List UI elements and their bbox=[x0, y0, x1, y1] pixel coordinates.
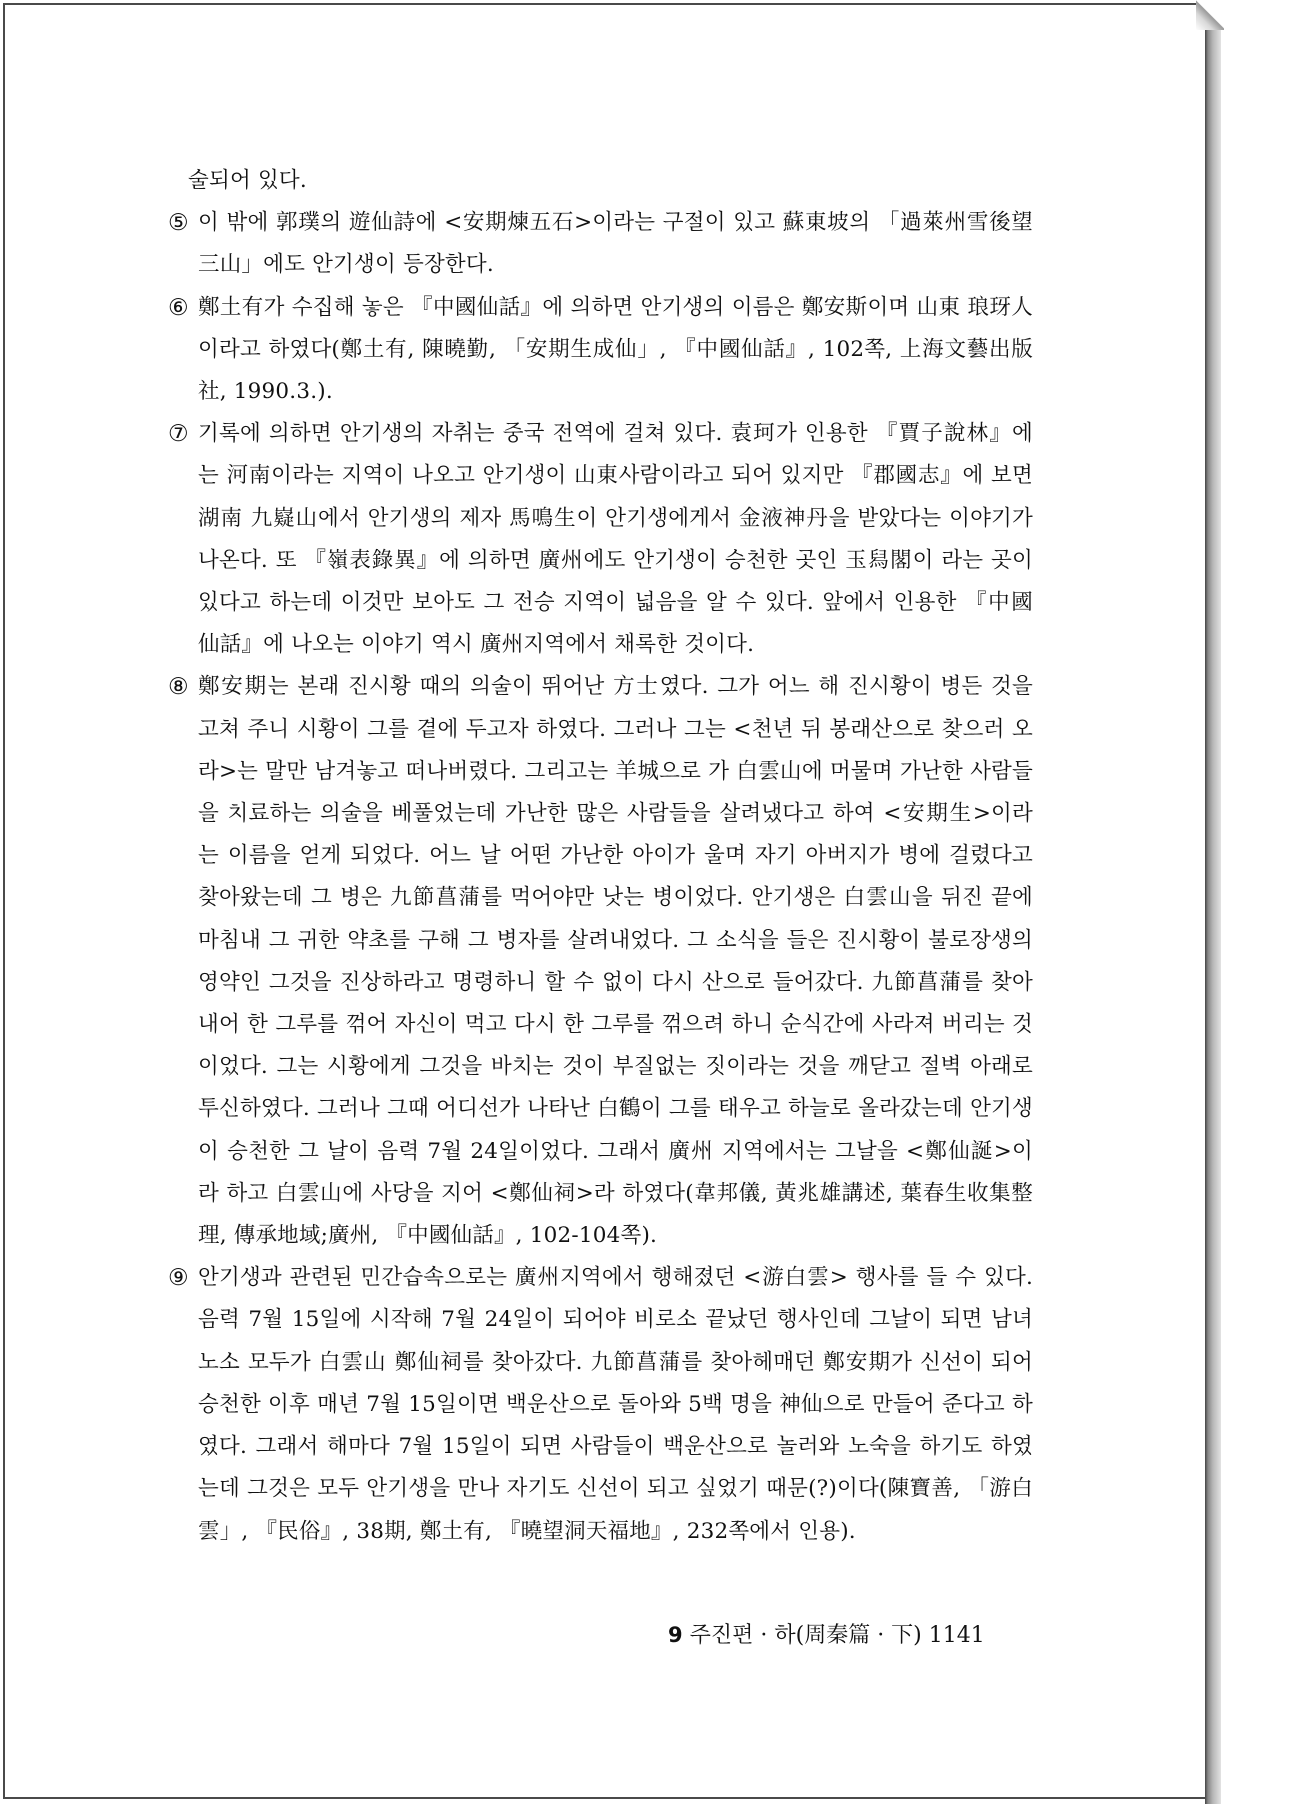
footnotes-block bbox=[168, 160, 1033, 1553]
note-5 bbox=[168, 202, 1033, 286]
note-marker: ⑤ bbox=[168, 210, 189, 237]
note-8 bbox=[168, 666, 1033, 1257]
chapter-number: 9 bbox=[668, 1623, 683, 1647]
page-number: 1141 bbox=[928, 1623, 985, 1648]
continuation-text: 술되어 있다. bbox=[188, 168, 307, 193]
note-marker: ⑥ bbox=[168, 294, 189, 321]
note-text: 기록에 의하면 안기생의 자취는 중국 전역에 걸쳐 있다. 袁珂가 인용한 『賈子說林』에는 河南이라는 지역이 나오고 안기생이 山東사람이라고 되어 있지만 『郡國志』에 보면 湖南 九嶷山에서 안기생의 제자 馬鳴生이 안기생에게서 金液神丹을 받았다는 이야기가 나온다. 또 『嶺表錄異』에 의하면 廣州에도 안기생이 승천한 곳인 玉舄閣이 라는 곳이 있다고 하는데 이것만 보아도 그 전승 지역이 넓음을 알 수 있다. 앞에서 인용한 『中國仙話』에 나오는 이야기 역시 廣州지역에서 채록한 것이다. bbox=[198, 421, 1033, 658]
chapter-title: 주진편 · 하(周秦篇 · 下) bbox=[689, 1623, 922, 1648]
note-6 bbox=[168, 287, 1033, 414]
page-shadow bbox=[1205, 8, 1221, 1804]
page-footer bbox=[668, 1618, 1008, 1649]
note-marker: ⑦ bbox=[168, 421, 189, 448]
note-text: 鄭土有가 수집해 놓은 『中國仙話』에 의하면 안기생의 이름은 鄭安斯이며 山東 琅玡人이라고 하였다(鄭土有, 陳曉勤, 「安期生成仙」, 『中國仙話』, 102쪽, 上海文藝出版社, 1990.3.). bbox=[198, 294, 1033, 405]
page-corner-curl bbox=[1196, 0, 1224, 30]
note-text: 안기생과 관련된 민간습속으로는 廣州지역에서 행해졌던 <游白雲> 행사를 들 수 있다. 음력 7월 15일에 시작해 7월 24일이 되어야 비로소 끝났던 행사인데 그날이 되면 남녀노소 모두가 白雲山 鄭仙祠를 찾아갔다. 九節菖蒲를 찾아헤매던 鄭安期가 신선이 되어 승천한 이후 매년 7월 15일이면 백운산으로 돌아와 5백 명을 神仙으로 만들어 준다고 하였다. 그래서 해마다 7월 15일이 되면 사람들이 백운산으로 놀러와 노숙을 하기도 하였는데 그것은 모두 안기생을 만나 자기도 신선이 되고 싶었기 때문(?)이다(陳寶善, 「游白雲」, 『民俗』, 38期, 鄭土有, 『曉望洞天福地』, 232쪽에서 인용). bbox=[198, 1265, 1033, 1544]
note-7 bbox=[168, 413, 1033, 666]
note-text: 鄭安期는 본래 진시황 때의 의술이 뛰어난 方士였다. 그가 어느 해 진시황이 병든 것을 고쳐 주니 시황이 그를 곁에 두고자 하였다. 그러나 그는 <천년 뒤 봉래산으로 찾으러 오라>는 말만 남겨놓고 떠나버렸다. 그리고는 羊城으로 가 白雲山에 머물며 가난한 사람들을 치료하는 의술을 베풀었는데 가난한 많은 사람들을 살려냈다고 하여 <安期生>이라는 이름을 얻게 되었다. 어느 날 어떤 가난한 아이가 울며 자기 아버지가 병에 걸렸다고 찾아왔는데 그 병은 九節菖蒲를 먹어야만 낫는 병이었다. 안기생은 白雲山을 뒤진 끝에 마침내 그 귀한 약초를 구해 그 병자를 살려내었다. 그 소식을 들은 진시황이 불로장생의 영약인 그것을 진상하라고 명령하니 할 수 없이 다시 산으로 들어갔다. 九節菖蒲를 찾아내어 한 그루를 꺾어 자신이 먹고 다시 한 그루를 꺾으려 하니 순식간에 사라져 버리는 것이었다. 그는 시황에게 그것을 바치는 것이 부질없는 짓이라는 것을 깨닫고 절벽 아래로 투신하였다. 그러나 그때 어디선가 나타난 白鶴이 그를 태우고 하늘로 올라갔는데 안기생이 승천한 그 날이 음력 7월 24일이었다. 그래서 廣州 지역에서는 그날을 <鄭仙誕>이라 하고 白雲山에 사당을 지어 <鄭仙祠>라 하였다(韋邦儀, 黃兆雄講述, 葉春生收集整理, 傳承地域;廣州, 『中國仙話』, 102-104쪽). bbox=[198, 674, 1033, 1249]
note-9 bbox=[168, 1257, 1033, 1552]
note-marker: ⑨ bbox=[168, 1265, 189, 1292]
note-marker: ⑧ bbox=[168, 674, 189, 701]
note-text: 이 밖에 郭璞의 遊仙詩에 <安期煉五石>이라는 구절이 있고 蘇東坡의 「過萊州雪後望三山」에도 안기생이 등장한다. bbox=[198, 210, 1033, 278]
